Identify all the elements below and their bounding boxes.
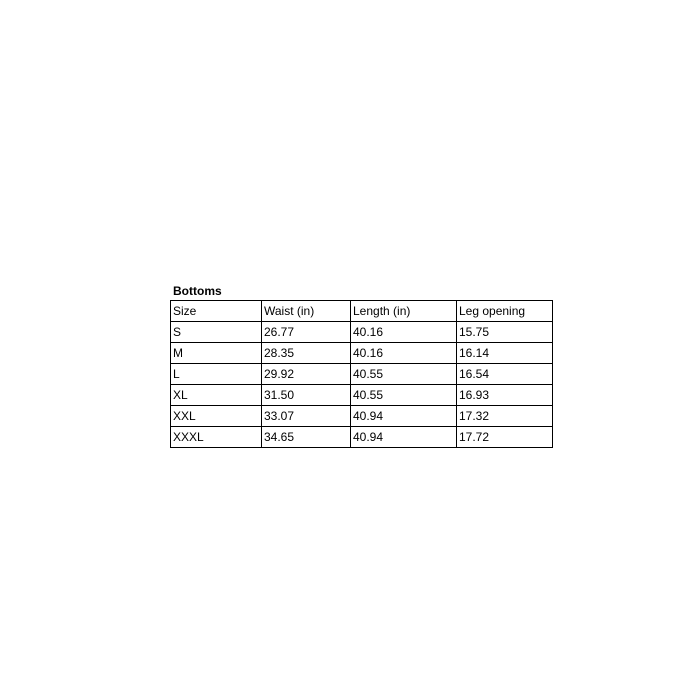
length-cell: 40.16 (351, 343, 457, 364)
waist-cell: 26.77 (262, 322, 351, 343)
waist-cell: 31.50 (262, 385, 351, 406)
column-header-waist: Waist (in) (262, 301, 351, 322)
table-row (171, 406, 553, 427)
leg-opening-cell: 17.72 (457, 427, 553, 448)
leg-opening-cell: 16.93 (457, 385, 553, 406)
length-cell: 40.94 (351, 406, 457, 427)
column-header-leg-opening: Leg opening (457, 301, 553, 322)
leg-opening-cell: 16.14 (457, 343, 553, 364)
table-header-row (171, 301, 553, 322)
table-row (171, 343, 553, 364)
size-cell: XXL (171, 406, 262, 427)
length-cell: 40.55 (351, 364, 457, 385)
length-cell: 40.94 (351, 427, 457, 448)
table-row (171, 322, 553, 343)
leg-opening-cell: 15.75 (457, 322, 553, 343)
column-header-length: Length (in) (351, 301, 457, 322)
waist-cell: 28.35 (262, 343, 351, 364)
leg-opening-cell: 17.32 (457, 406, 553, 427)
table-row (171, 385, 553, 406)
waist-cell: 34.65 (262, 427, 351, 448)
size-table (170, 300, 553, 448)
table-row (171, 364, 553, 385)
size-cell: L (171, 364, 262, 385)
table-row (171, 427, 553, 448)
column-header-size: Size (171, 301, 262, 322)
length-cell: 40.55 (351, 385, 457, 406)
leg-opening-cell: 16.54 (457, 364, 553, 385)
length-cell: 40.16 (351, 322, 457, 343)
table-title: Bottoms (173, 284, 222, 298)
waist-cell: 29.92 (262, 364, 351, 385)
waist-cell: 33.07 (262, 406, 351, 427)
size-cell: S (171, 322, 262, 343)
size-cell: XL (171, 385, 262, 406)
size-cell: M (171, 343, 262, 364)
size-cell: XXXL (171, 427, 262, 448)
